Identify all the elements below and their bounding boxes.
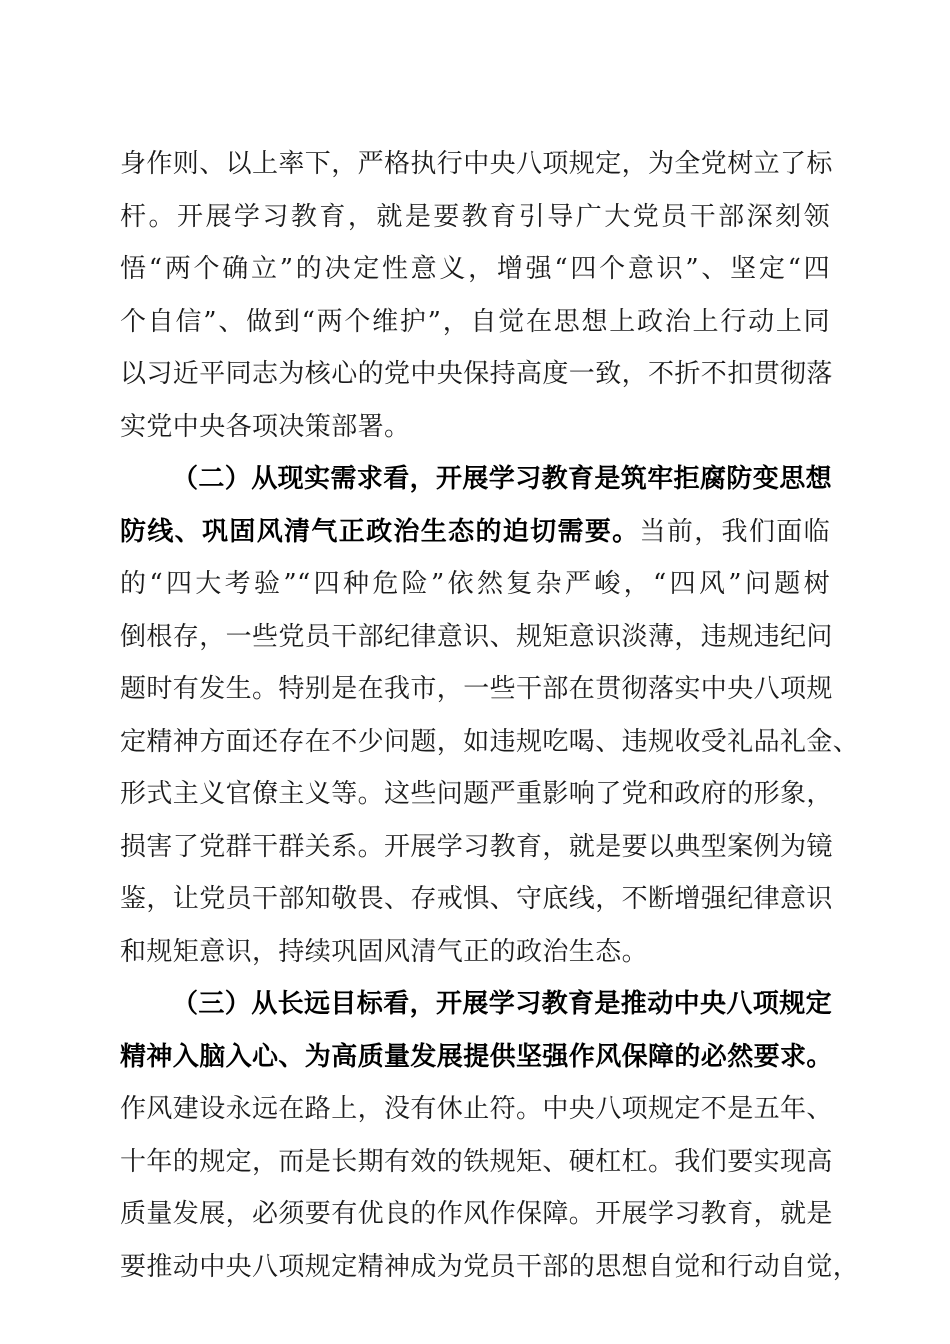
paragraph-line: 鉴，让党员干部知敬畏、存戒惧、守底线，不断增强纪律意识 xyxy=(120,884,833,914)
section-heading-tail: 防线、巩固风清气正政治生态的迫切需要。 xyxy=(120,516,640,547)
paragraph-line: 实党中央各项决策部署。 xyxy=(120,411,411,442)
document-body xyxy=(120,138,860,1293)
section-heading-line: （三）从长远目标看，开展学习教育是推动中央八项规定 xyxy=(172,989,833,1019)
paragraph-line: 要推动中央八项规定精神成为党员干部的思想自觉和行动自觉， xyxy=(120,1251,860,1282)
paragraph-line: 损害了党群干群关系。开展学习教育，就是要以典型案例为镜 xyxy=(120,831,833,862)
paragraph-line: 个自信”、做到“两个维护”，自觉在思想上政治上行动上同 xyxy=(120,306,830,337)
paragraph-1 xyxy=(120,138,833,453)
paragraph-line: 定精神方面还存在不少问题，如违规吃喝、违规收受礼品礼金、 xyxy=(120,726,860,757)
paragraph-line: 身作则、以上率下，严格执行中央八项规定，为全党树立了标 xyxy=(120,149,833,179)
section-heading-mixed-line xyxy=(120,506,830,559)
paragraph-3 xyxy=(120,978,860,1293)
paragraph-line: 的“四大考验”“四种危险”依然复杂严峻，“四风”问题树 xyxy=(120,569,830,599)
paragraph-line: 杆。开展学习教育，就是要教育引导广大党员干部深刻领 xyxy=(120,201,830,232)
section-heading-line: （二）从现实需求看，开展学习教育是筑牢拒腐防变思想 xyxy=(172,464,833,494)
paragraph-line: 质量发展，必须要有优良的作风作保障。开展学习教育，就是 xyxy=(120,1199,833,1229)
paragraph-line: 作风建设永远在路上，没有休止符。中央八项规定不是五年、 xyxy=(120,1094,833,1124)
paragraph-line: 和规矩意识，持续巩固风清气正的政治生态。 xyxy=(120,936,649,967)
paragraph-line: 题时有发生。特别是在我市，一些干部在贯彻落实中央八项规 xyxy=(120,674,833,704)
paragraph-line: 倒根存，一些党员干部纪律意识、规矩意识淡薄，违规违纪问 xyxy=(120,621,833,652)
paragraph-line: 形式主义官僚主义等。这些问题严重影响了党和政府的形象， xyxy=(120,779,833,809)
paragraph-text-start: 当前，我们面临 xyxy=(639,516,830,547)
paragraph-line: 以习近平同志为核心的党中央保持高度一致，不折不扣贯彻落 xyxy=(120,359,833,389)
paragraph-2 xyxy=(120,453,860,978)
paragraph-line: 十年的规定，而是长期有效的铁规矩、硬杠杠。我们要实现高 xyxy=(120,1146,833,1177)
section-heading-line: 精神入脑入心、为高质量发展提供坚强作风保障的必然要求。 xyxy=(120,1041,833,1072)
paragraph-line: 悟“两个确立”的决定性意义，增强“四个意识”、坚定“四 xyxy=(120,254,830,284)
